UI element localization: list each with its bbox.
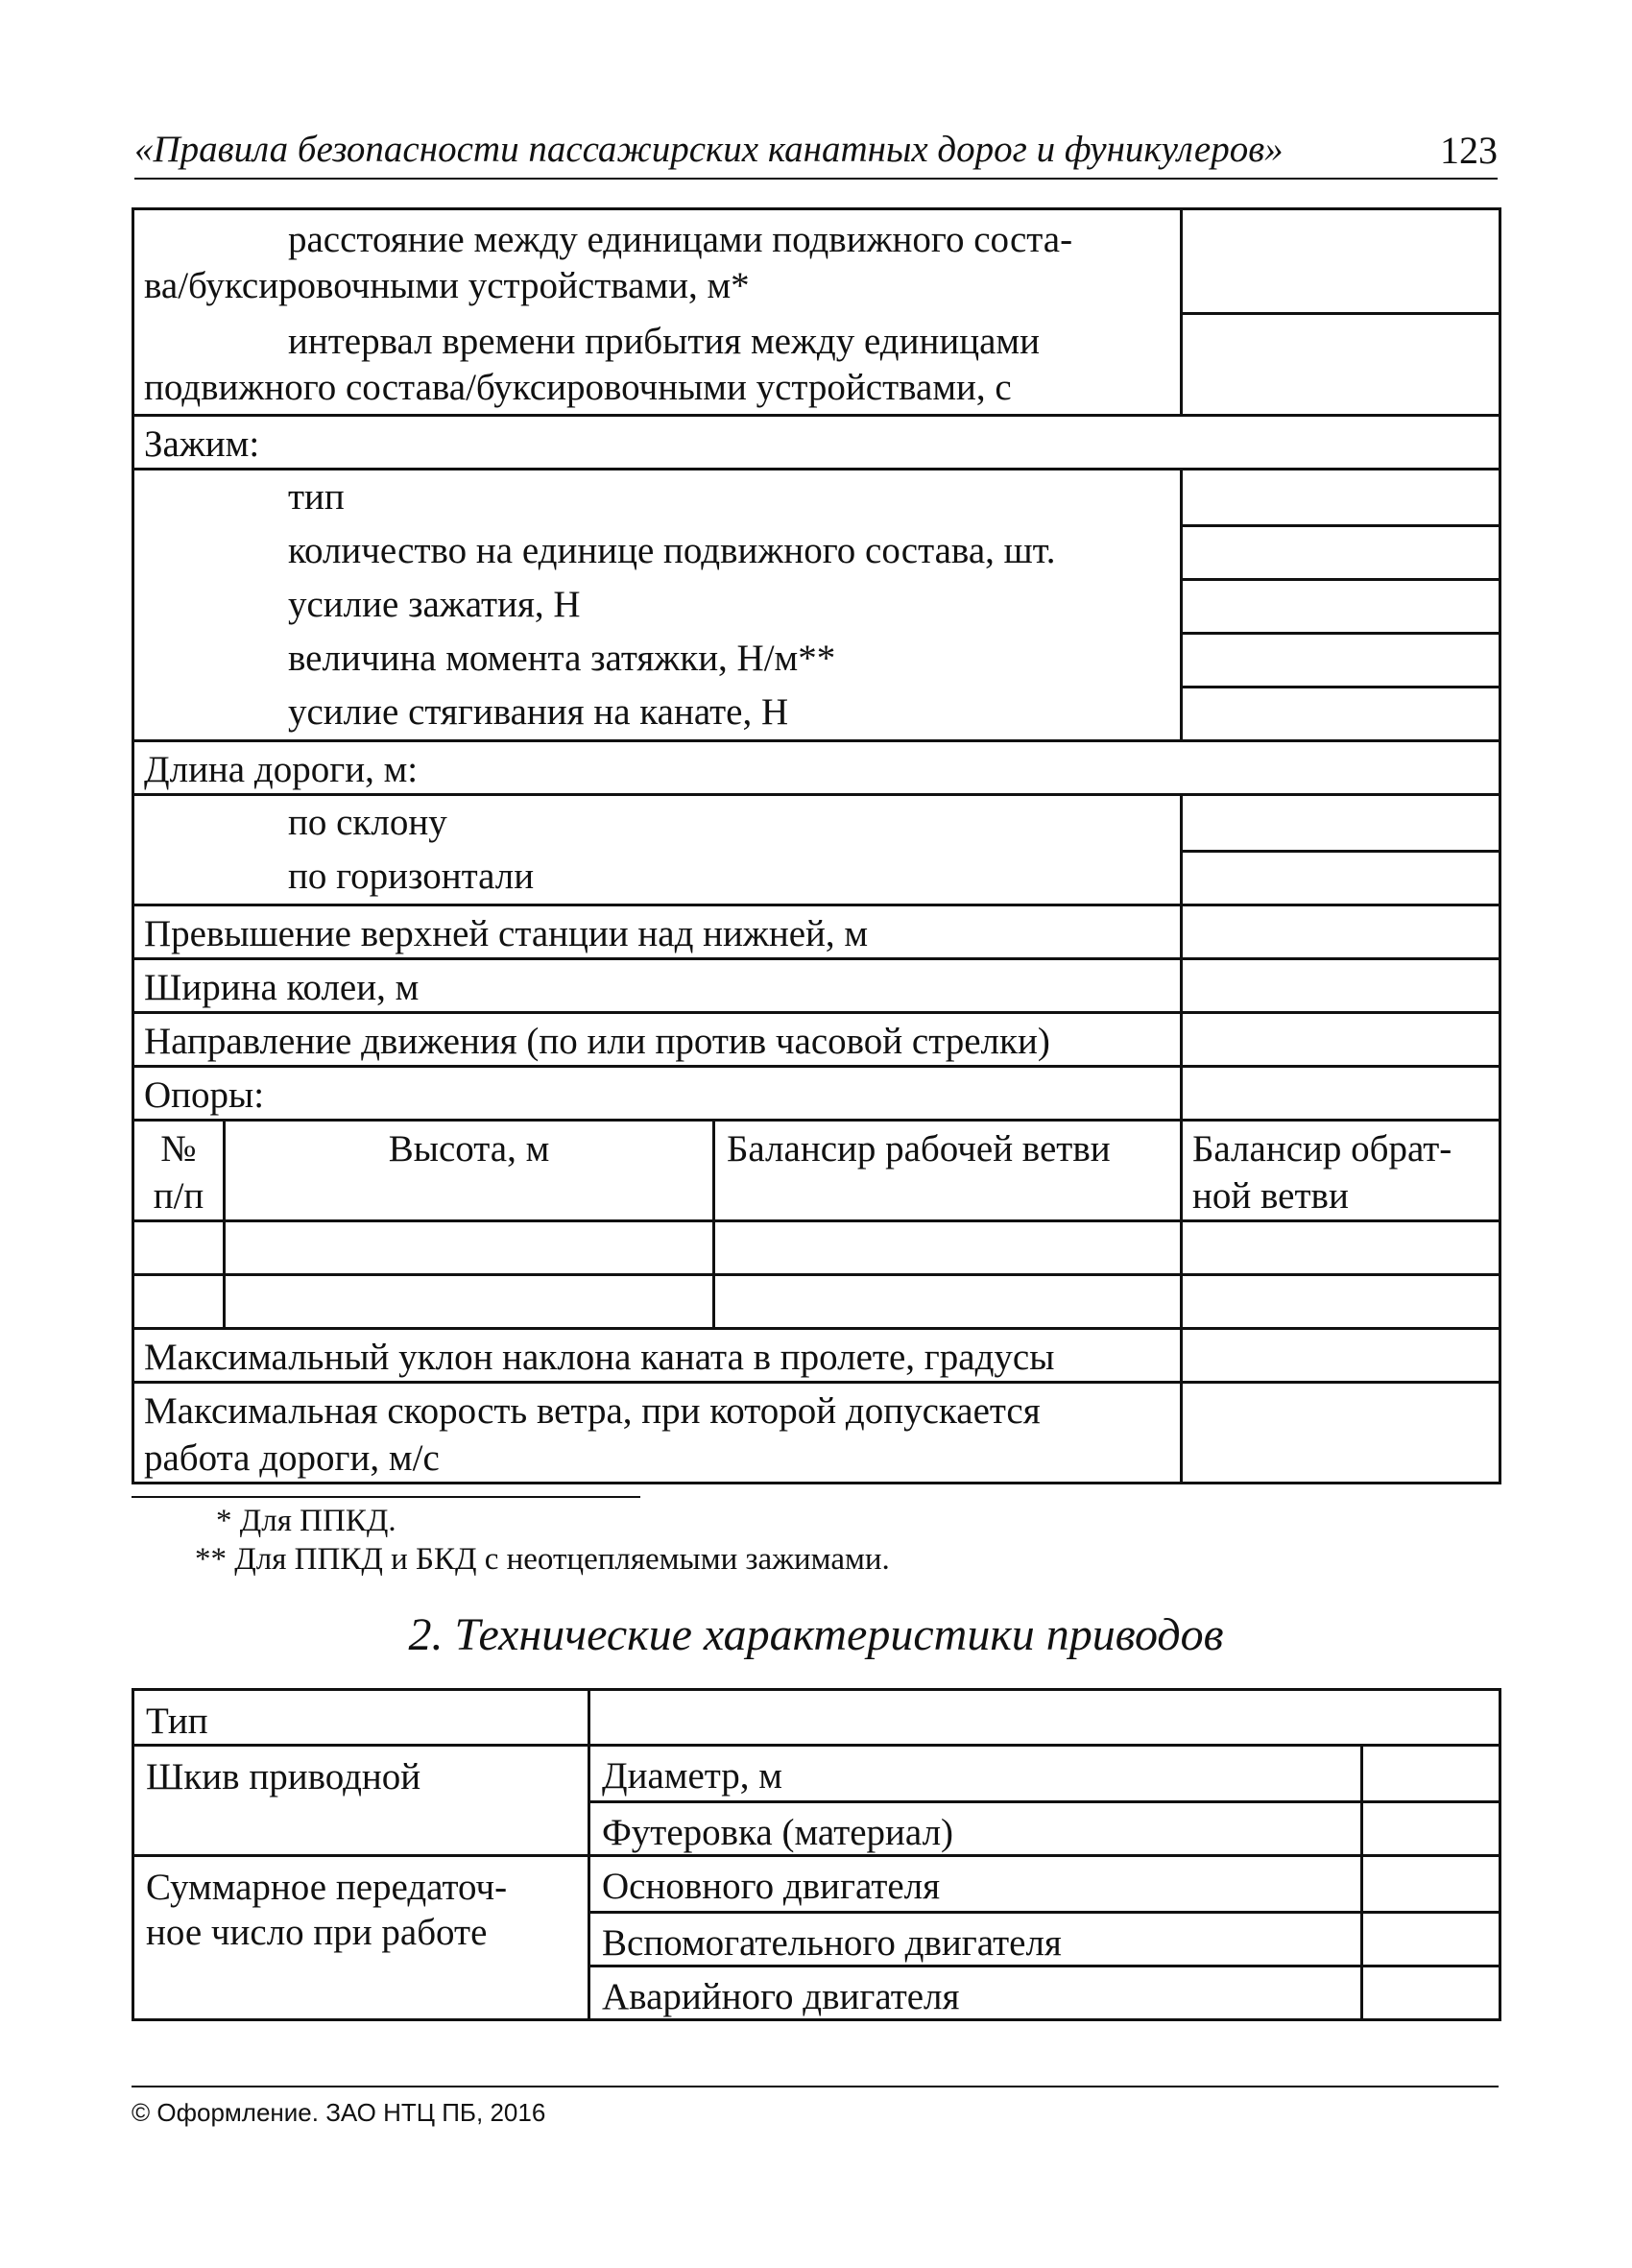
table-row	[133, 1013, 1500, 1067]
clamp-item: усилие стягивания на канате, Н	[288, 691, 789, 733]
drives-table	[132, 1688, 1501, 2021]
value-cell[interactable]	[1362, 1746, 1500, 1856]
column-header-number	[133, 1121, 225, 1221]
section-title: 2. Технические характеристики приводов	[408, 1609, 1224, 1660]
clamp-item: усилие зажатия, Н	[288, 584, 581, 625]
table-row	[133, 1746, 1500, 1856]
max-wind-label	[133, 1383, 1182, 1484]
ratio-item: Основного двигателя	[602, 1866, 941, 1907]
clamp-item: тип	[288, 476, 345, 518]
table-cell	[589, 1746, 1362, 1856]
supports-heading: Опоры:	[133, 1067, 1182, 1121]
distance-label: расстояние между единицами подвижного соста-	[288, 219, 1073, 260]
value-slot[interactable]	[1183, 524, 1499, 578]
table-cell[interactable]	[133, 1221, 225, 1275]
value-slot[interactable]	[1363, 1857, 1499, 1911]
footnote: ** Для ППКД и БКД с неотцепляемыми зажимами.	[195, 1542, 890, 1577]
column-header-balancer-return	[1182, 1121, 1500, 1221]
column-header-number-line1: №	[160, 1128, 197, 1170]
ratio-item: Вспомогательного двигателя	[590, 1911, 1360, 1965]
clamp-heading: Зажим:	[133, 416, 1500, 470]
value-slot[interactable]	[1183, 210, 1499, 312]
value-cell[interactable]	[589, 1690, 1500, 1746]
type-label: Тип	[133, 1690, 589, 1746]
running-header	[134, 128, 1498, 180]
value-slot[interactable]	[1363, 1800, 1499, 1854]
ratio-label	[133, 1856, 589, 2020]
table-row	[133, 741, 1500, 795]
value-cell[interactable]	[1182, 470, 1500, 741]
column-header-height: Высота, м	[225, 1121, 714, 1221]
footer-rule	[132, 2086, 1499, 2087]
column-header-balancer-return-line2: ной ветви	[1192, 1175, 1349, 1217]
value-cell[interactable]	[1182, 1013, 1500, 1067]
footnote-rule	[132, 1496, 640, 1498]
table-cell	[133, 209, 1182, 416]
column-header-number-line2: п/п	[153, 1175, 204, 1217]
clamp-item: количество на единице подвижного состава, шт.	[288, 530, 1056, 571]
table-row	[133, 1121, 1500, 1221]
table-row	[133, 1221, 1500, 1275]
table-cell	[133, 795, 1182, 905]
table-row	[133, 905, 1500, 959]
table-row	[133, 1383, 1500, 1484]
value-cell[interactable]	[1182, 1383, 1500, 1484]
value-slot[interactable]	[1183, 312, 1499, 414]
ratio-label-line2: ное число при работе	[146, 1912, 488, 1953]
length-item: по склону	[288, 802, 447, 843]
table-cell[interactable]	[1182, 1275, 1500, 1329]
max-slope-label: Максимальный уклон наклона каната в пролете, градусы	[133, 1329, 1182, 1383]
table-cell	[589, 1856, 1362, 2020]
sheave-item: Футеровка (материал)	[590, 1800, 1360, 1854]
value-cell[interactable]	[1182, 959, 1500, 1013]
value-slot[interactable]	[1183, 850, 1499, 904]
value-cell[interactable]	[1182, 795, 1500, 905]
table-cell[interactable]	[1182, 1221, 1500, 1275]
table-cell[interactable]	[225, 1221, 714, 1275]
value-cell[interactable]	[1182, 905, 1500, 959]
table-row	[133, 1067, 1500, 1121]
header-title: «Правила безопасности пассажирских канатных дорог и фуникулеров»	[134, 129, 1284, 170]
footer-copyright: © Оформление. ЗАО НТЦ ПБ, 2016	[132, 2098, 546, 2127]
table-row	[133, 1690, 1500, 1746]
table-row	[133, 209, 1500, 416]
table-row	[133, 416, 1500, 470]
sheave-label: Шкив приводной	[133, 1746, 589, 1856]
table-row	[133, 1329, 1500, 1383]
interval-label: интервал времени прибытия между единицами	[288, 321, 1040, 362]
value-cell[interactable]	[1362, 1856, 1500, 2020]
distance-label-cont: ва/буксировочными устройствами, м*	[144, 265, 750, 306]
table-cell	[133, 470, 1182, 741]
max-wind-label-line2: работа дороги, м/с	[144, 1437, 440, 1479]
column-header-balancer-return-line1: Балансир обрат-	[1192, 1128, 1452, 1170]
page-number: 123	[1440, 129, 1498, 172]
footnote: * Для ППКД.	[216, 1504, 396, 1538]
gauge-label: Ширина колеи, м	[133, 959, 1182, 1013]
length-item: по горизонтали	[288, 856, 535, 897]
elevation-label: Превышение верхней станции над нижней, м	[133, 905, 1182, 959]
parameters-table	[132, 207, 1501, 1484]
table-row	[133, 1856, 1500, 2020]
table-row	[133, 795, 1500, 905]
table-row	[133, 470, 1500, 741]
table-cell[interactable]	[714, 1221, 1182, 1275]
table-cell[interactable]	[133, 1275, 225, 1329]
value-cell[interactable]	[1182, 1067, 1500, 1121]
value-cell[interactable]	[1182, 1329, 1500, 1383]
table-row	[133, 1275, 1500, 1329]
table-cell[interactable]	[225, 1275, 714, 1329]
value-slot[interactable]	[1183, 686, 1499, 739]
length-heading: Длина дороги, м:	[133, 741, 1500, 795]
value-slot[interactable]	[1183, 578, 1499, 632]
max-wind-label-line1: Максимальная скорость ветра, при которой допускается	[144, 1390, 1041, 1432]
value-cell[interactable]	[1182, 209, 1500, 416]
table-row	[133, 959, 1500, 1013]
value-slot[interactable]	[1363, 1911, 1499, 1965]
ratio-item: Аварийного двигателя	[590, 1965, 1360, 2018]
clamp-item: величина момента затяжки, Н/м**	[288, 638, 836, 679]
value-slot[interactable]	[1363, 1965, 1499, 2018]
value-slot[interactable]	[1363, 1747, 1499, 1800]
column-header-balancer-working: Балансир рабочей ветви	[714, 1121, 1182, 1221]
interval-label-cont: подвижного состава/буксировочными устройствами, с	[144, 367, 1012, 408]
table-cell[interactable]	[714, 1275, 1182, 1329]
ratio-label-line1: Суммарное передаточ-	[146, 1867, 508, 1908]
value-slot[interactable]	[1183, 796, 1499, 850]
value-slot[interactable]	[1183, 632, 1499, 686]
value-slot[interactable]	[1183, 470, 1499, 524]
direction-label: Направление движения (по или против часовой стрелки)	[133, 1013, 1182, 1067]
sheave-item: Диаметр, м	[602, 1755, 782, 1797]
